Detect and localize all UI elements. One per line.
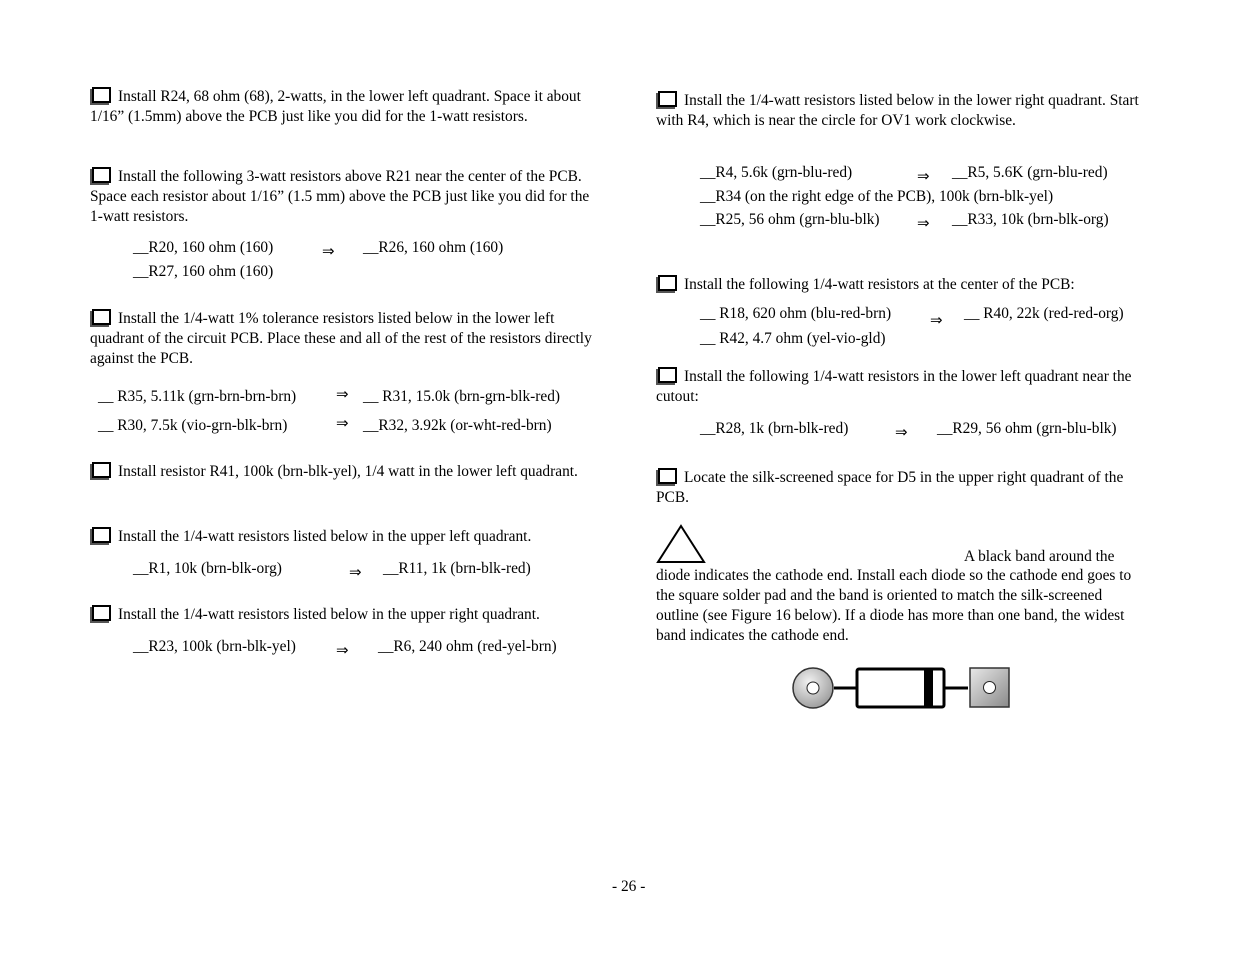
diode-figure xyxy=(790,664,1012,712)
arrow-icon: ⇒ xyxy=(322,242,335,260)
arrow-icon: ⇒ xyxy=(336,385,349,403)
step-lower-right: Install the 1/4-watt resistors listed below in the lower right quadrant. Start with R4, which is near the circle for OV1 work clockwise. xyxy=(656,92,1139,129)
list-item: __ R31, 15.0k (brn-grn-blk-red) xyxy=(363,388,561,405)
list-item: __R25, 56 ohm (grn-blu-blk) xyxy=(700,211,880,228)
checkbox-icon[interactable] xyxy=(92,527,111,543)
list-item: __R20, 160 ohm (160) xyxy=(133,239,274,256)
checkbox-icon[interactable] xyxy=(92,605,111,621)
checkbox-icon[interactable] xyxy=(658,91,677,107)
arrow-icon: ⇒ xyxy=(895,423,908,441)
list-item: __ R18, 620 ohm (blu-red-brn) xyxy=(700,305,892,322)
checkbox-icon[interactable] xyxy=(658,468,677,484)
list-item: __R1, 10k (brn-blk-org) xyxy=(133,560,282,577)
list-item: __ R35, 5.11k (grn-brn-brn-brn) xyxy=(98,388,297,405)
checkbox-icon[interactable] xyxy=(658,367,677,383)
list-item: __R34 (on the right edge of the PCB), 100k (brn-blk-yel) xyxy=(700,188,1054,205)
arrow-icon: ⇒ xyxy=(336,414,349,432)
list-item: __R26, 160 ohm (160) xyxy=(363,239,504,256)
checkbox-icon[interactable] xyxy=(92,462,111,478)
step-r24: Install R24, 68 ohm (68), 2-watts, in the lower left quadrant. Space it about 1/16” (1.5mm) above the PCB just like you did for the 1-watt resistors. xyxy=(90,88,581,125)
list-item: __R23, 100k (brn-blk-yel) xyxy=(133,638,296,655)
arrow-icon: ⇒ xyxy=(336,641,349,659)
checkbox-icon[interactable] xyxy=(92,309,111,325)
list-item: __ R30, 7.5k (vio-grn-blk-brn) xyxy=(98,417,288,434)
step-1pct: Install the 1/4-watt 1% tolerance resistors listed below in the lower left quadrant of the circuit PCB. Place these and all of the rest of the resistors directly against the PCB. xyxy=(90,310,592,367)
list-item: __R29, 56 ohm (grn-blu-blk) xyxy=(937,420,1117,437)
warning-text: diode indicates the cathode end. Install each diode so the cathode end goes to the square solder pad and the band is oriented to match the silk-screened outline (see Figure 16 below). If a diode has more than one band, the widest band indicates the cathode end. xyxy=(656,567,1132,644)
arrow-icon: ⇒ xyxy=(917,214,930,232)
step-d5: Locate the silk-screened space for D5 in the upper right quadrant of the PCB. xyxy=(656,469,1124,506)
arrow-icon: ⇒ xyxy=(917,167,930,185)
list-item: __R32, 3.92k (or-wht-red-brn) xyxy=(363,417,552,434)
list-item: __R27, 160 ohm (160) xyxy=(133,263,274,280)
list-item: __R11, 1k (brn-blk-red) xyxy=(383,560,531,577)
step-center: Install the following 1/4-watt resistors at the center of the PCB: xyxy=(656,275,1176,295)
step-r41: Install resistor R41, 100k (brn-blk-yel), 1/4 watt in the lower left quadrant. xyxy=(90,462,600,482)
list-item: __ R40, 22k (red-red-org) xyxy=(964,305,1124,322)
step-upper-left: Install the 1/4-watt resistors listed below in the upper left quadrant. xyxy=(90,527,610,547)
page-number: - 26 - xyxy=(612,878,646,895)
arrow-icon: ⇒ xyxy=(349,563,362,581)
cathode-band xyxy=(924,669,933,707)
step-cutout: Install the following 1/4-watt resistors in the lower left quadrant near the cutout: xyxy=(656,368,1132,405)
list-item: __R4, 5.6k (grn-blu-red) xyxy=(700,164,853,181)
list-item: __R5, 5.6K (grn-blu-red) xyxy=(952,164,1108,181)
checkbox-icon[interactable] xyxy=(658,275,677,291)
checkbox-icon[interactable] xyxy=(92,167,111,183)
warning-text-first-line: A black band around the xyxy=(964,548,1115,565)
list-item: __R6, 240 ohm (red-yel-brn) xyxy=(378,638,557,655)
list-item: __R33, 10k (brn-blk-org) xyxy=(952,211,1109,228)
arrow-icon: ⇒ xyxy=(930,311,943,329)
list-item: __ R42, 4.7 ohm (yel-vio-gld) xyxy=(700,330,886,347)
checkbox-icon[interactable] xyxy=(92,87,111,103)
step-3watt: Install the following 3-watt resistors above R21 near the center of the PCB. Space each resistor about 1/16” (1.5 mm) above the PCB just like you did for the 1-watt resistors. xyxy=(90,168,590,225)
warning-triangle-icon xyxy=(656,524,706,564)
list-item: __R28, 1k (brn-blk-red) xyxy=(700,420,849,437)
step-upper-right: Install the 1/4-watt resistors listed below in the upper right quadrant. xyxy=(90,605,610,625)
